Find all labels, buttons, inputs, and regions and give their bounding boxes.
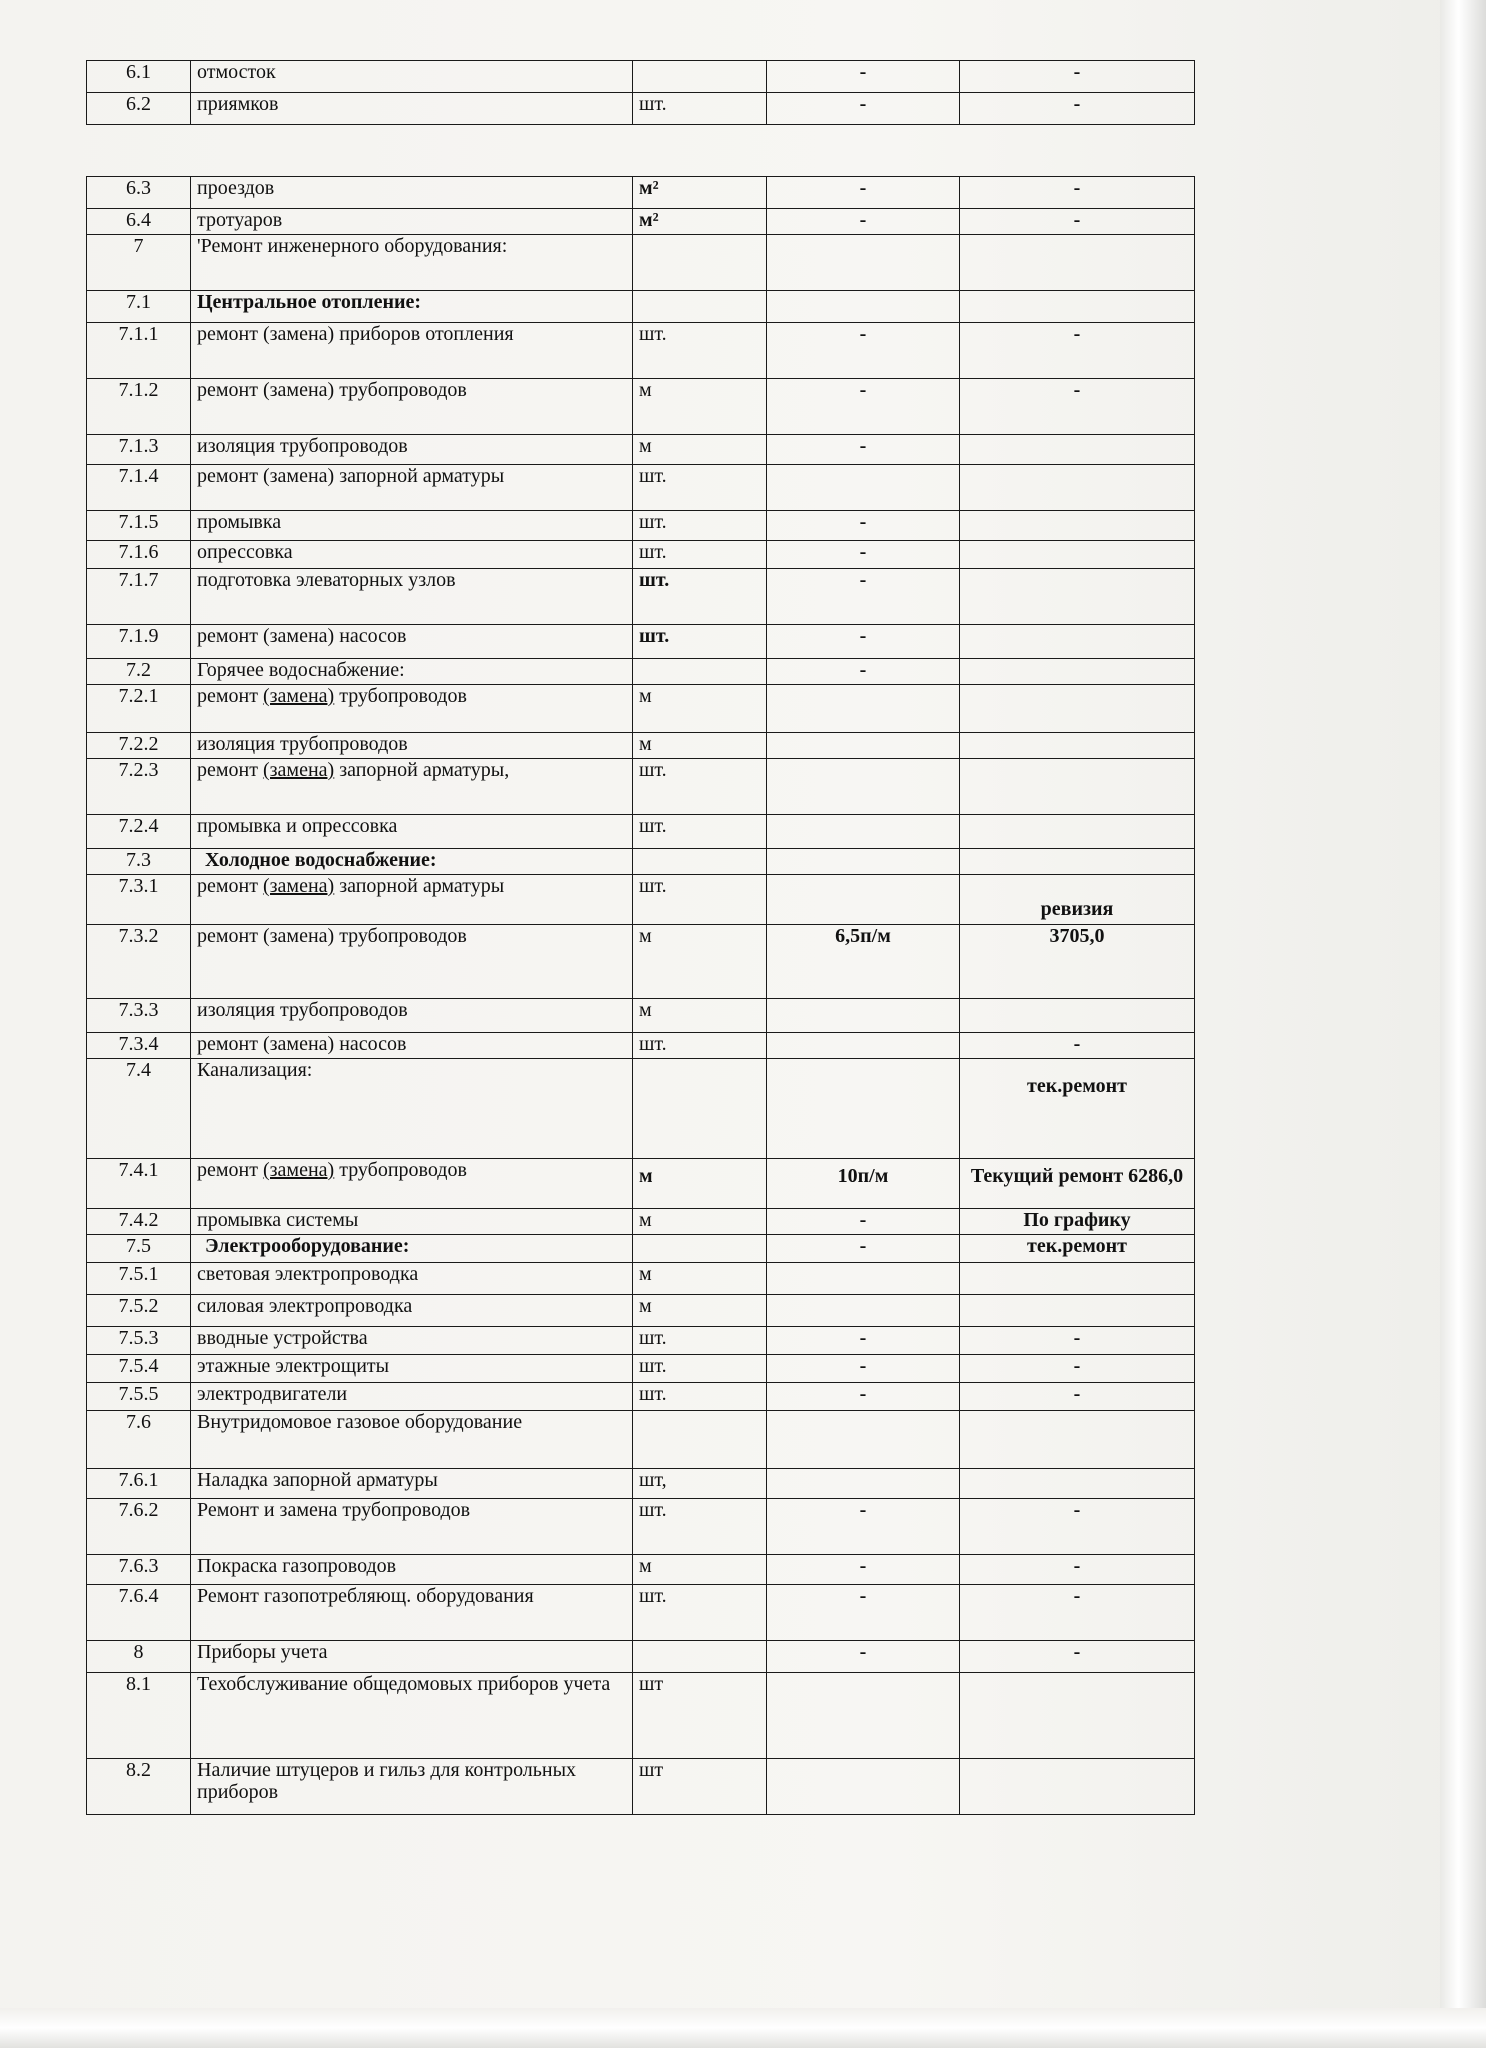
row-number: 7.5.3 — [87, 1327, 191, 1355]
table-row — [87, 323, 1195, 379]
row-value-2: - — [960, 1033, 1195, 1059]
row-name: проездов — [191, 177, 633, 209]
row-name: Центральное отопление: — [191, 291, 633, 323]
row-unit — [633, 1235, 767, 1263]
row-value-1: - — [767, 435, 960, 465]
row-value-2 — [960, 511, 1195, 541]
row-number: 6.1 — [87, 61, 191, 93]
row-value-2: - — [960, 1383, 1195, 1411]
table-row — [87, 209, 1195, 235]
row-value-2: - — [960, 1641, 1195, 1673]
row-value-2 — [960, 291, 1195, 323]
row-name: ремонт (замена) трубопроводов — [191, 925, 633, 999]
row-value-1 — [767, 1673, 960, 1759]
row-value-2 — [960, 569, 1195, 625]
table-row — [87, 465, 1195, 511]
row-unit: шт. — [633, 625, 767, 659]
row-unit — [633, 235, 767, 291]
row-unit: шт. — [633, 323, 767, 379]
row-name: Горячее водоснабжение: — [191, 659, 633, 685]
row-name: ремонт (замена) запорной арматуры — [191, 465, 633, 511]
row-name: Техобслуживание общедомовых приборов учета — [191, 1673, 633, 1759]
row-unit: шт. — [633, 1585, 767, 1641]
row-value-1: - — [767, 93, 960, 125]
row-value-1 — [767, 465, 960, 511]
row-value-2: тек.ремонт — [960, 1059, 1195, 1159]
row-name: ремонт (замена) трубопроводов — [191, 379, 633, 435]
row-number: 8.2 — [87, 1759, 191, 1815]
row-name: промывка и опрессовка — [191, 815, 633, 849]
row-number: 7.6.2 — [87, 1499, 191, 1555]
row-value-1: - — [767, 1235, 960, 1263]
table-row — [87, 177, 1195, 209]
row-unit: м — [633, 1295, 767, 1327]
row-value-1 — [767, 1059, 960, 1159]
row-value-2 — [960, 759, 1195, 815]
table-row — [87, 849, 1195, 875]
table-row — [87, 1585, 1195, 1641]
row-number: 7.1.7 — [87, 569, 191, 625]
row-unit: шт — [633, 1759, 767, 1815]
row-value-2: - — [960, 1355, 1195, 1383]
row-name: Канализация: — [191, 1059, 633, 1159]
row-value-1: - — [767, 625, 960, 659]
row-number: 6.2 — [87, 93, 191, 125]
row-number: 7.4 — [87, 1059, 191, 1159]
table-row — [87, 379, 1195, 435]
table-row — [87, 659, 1195, 685]
row-number: 7.5 — [87, 1235, 191, 1263]
row-value-2: - — [960, 1555, 1195, 1585]
repair-table-part-2 — [86, 176, 1195, 1815]
row-number: 7.3.2 — [87, 925, 191, 999]
row-value-1: - — [767, 209, 960, 235]
table-block-2 — [86, 176, 1194, 1815]
table-row — [87, 1641, 1195, 1673]
row-number: 7.3 — [87, 849, 191, 875]
row-number: 7.3.4 — [87, 1033, 191, 1059]
table-row — [87, 1411, 1195, 1469]
row-name: тротуаров — [191, 209, 633, 235]
table-row — [87, 875, 1195, 925]
row-name: приямков — [191, 93, 633, 125]
row-number: 7.6.3 — [87, 1555, 191, 1585]
row-unit — [633, 291, 767, 323]
row-value-2 — [960, 849, 1195, 875]
row-unit — [633, 1641, 767, 1673]
row-value-2 — [960, 1295, 1195, 1327]
table-row — [87, 61, 1195, 93]
row-value-1 — [767, 1033, 960, 1059]
row-value-1: 10п/м — [767, 1159, 960, 1209]
row-name: Холодное водоснабжение: — [191, 849, 633, 875]
row-unit: м — [633, 1159, 767, 1209]
row-name: опрессовка — [191, 541, 633, 569]
row-value-1: - — [767, 541, 960, 569]
row-number: 7.1.4 — [87, 465, 191, 511]
table-block-1 — [86, 60, 1194, 125]
row-name: изоляция трубопроводов — [191, 435, 633, 465]
row-value-2: тек.ремонт — [960, 1235, 1195, 1263]
row-number: 7.5.2 — [87, 1295, 191, 1327]
row-unit: м — [633, 435, 767, 465]
row-unit: шт. — [633, 1355, 767, 1383]
table-row — [87, 1383, 1195, 1411]
row-name: промывка системы — [191, 1209, 633, 1235]
row-unit — [633, 1411, 767, 1469]
row-unit: м — [633, 1209, 767, 1235]
row-name: изоляция трубопроводов — [191, 733, 633, 759]
row-value-2: 3705,0 — [960, 925, 1195, 999]
row-value-2: - — [960, 323, 1195, 379]
row-value-2: - — [960, 1499, 1195, 1555]
row-number: 7.4.2 — [87, 1209, 191, 1235]
row-value-2 — [960, 625, 1195, 659]
table-row — [87, 291, 1195, 323]
row-value-1: - — [767, 1585, 960, 1641]
row-value-1: - — [767, 1641, 960, 1673]
table-row — [87, 1555, 1195, 1585]
row-number: 8 — [87, 1641, 191, 1673]
row-value-2 — [960, 999, 1195, 1033]
table-row — [87, 925, 1195, 999]
table-row — [87, 999, 1195, 1033]
row-name: изоляция трубопроводов — [191, 999, 633, 1033]
row-value-2: - — [960, 209, 1195, 235]
row-unit: м — [633, 379, 767, 435]
row-number: 8.1 — [87, 1673, 191, 1759]
row-value-2 — [960, 733, 1195, 759]
row-value-2: - — [960, 1585, 1195, 1641]
row-unit: шт. — [633, 815, 767, 849]
table-row — [87, 541, 1195, 569]
row-unit: шт. — [633, 1383, 767, 1411]
row-number: 7.3.3 — [87, 999, 191, 1033]
row-name: Внутридомовое газовое оборудование — [191, 1411, 633, 1469]
row-name: ремонт (замена) трубопроводов — [191, 1159, 633, 1209]
row-unit — [633, 849, 767, 875]
row-value-2 — [960, 659, 1195, 685]
row-value-1 — [767, 759, 960, 815]
row-value-1: - — [767, 323, 960, 379]
row-value-1: - — [767, 379, 960, 435]
table-row — [87, 1295, 1195, 1327]
row-value-1: - — [767, 569, 960, 625]
row-value-1: - — [767, 1499, 960, 1555]
row-number: 7.2.2 — [87, 733, 191, 759]
row-number: 7 — [87, 235, 191, 291]
table-row — [87, 1759, 1195, 1815]
row-unit: м — [633, 999, 767, 1033]
row-name: Электрооборудование: — [191, 1235, 633, 1263]
row-value-2 — [960, 235, 1195, 291]
row-value-1: - — [767, 659, 960, 685]
row-unit — [633, 659, 767, 685]
row-number: 7.6.1 — [87, 1469, 191, 1499]
row-value-1 — [767, 849, 960, 875]
row-unit: м² — [633, 209, 767, 235]
row-number: 7.1.9 — [87, 625, 191, 659]
row-value-2: По графику — [960, 1209, 1195, 1235]
row-number: 7.3.1 — [87, 875, 191, 925]
row-number: 7.1 — [87, 291, 191, 323]
table-row — [87, 1159, 1195, 1209]
row-name: ремонт (замена) приборов отопления — [191, 323, 633, 379]
row-name: отмосток — [191, 61, 633, 93]
row-unit: шт. — [633, 1499, 767, 1555]
row-number: 7.1.5 — [87, 511, 191, 541]
repair-table-part-1 — [86, 60, 1195, 125]
row-unit: м — [633, 925, 767, 999]
table-row — [87, 1469, 1195, 1499]
row-value-2: ревизия — [960, 875, 1195, 925]
row-unit: м — [633, 1263, 767, 1295]
table-row — [87, 815, 1195, 849]
table-row — [87, 1327, 1195, 1355]
row-value-1 — [767, 815, 960, 849]
row-value-1 — [767, 1759, 960, 1815]
paper-edge-bottom — [0, 2008, 1486, 2048]
table-row — [87, 1499, 1195, 1555]
row-name: Покраска газопроводов — [191, 1555, 633, 1585]
row-value-1: - — [767, 1383, 960, 1411]
row-unit: м — [633, 685, 767, 733]
row-value-1 — [767, 235, 960, 291]
row-number: 7.6 — [87, 1411, 191, 1469]
row-name: Приборы учета — [191, 1641, 633, 1673]
row-unit: шт, — [633, 1469, 767, 1499]
row-value-1: - — [767, 1555, 960, 1585]
row-name: световая электропроводка — [191, 1263, 633, 1295]
row-value-1: - — [767, 61, 960, 93]
table-row — [87, 235, 1195, 291]
row-number: 7.6.4 — [87, 1585, 191, 1641]
row-unit: шт. — [633, 465, 767, 511]
row-value-2 — [960, 1469, 1195, 1499]
row-value-1: - — [767, 1355, 960, 1383]
row-unit: м² — [633, 177, 767, 209]
row-value-2 — [960, 465, 1195, 511]
row-value-1 — [767, 1295, 960, 1327]
table-row — [87, 1209, 1195, 1235]
table-row — [87, 569, 1195, 625]
row-unit: шт. — [633, 569, 767, 625]
row-name: силовая электропроводка — [191, 1295, 633, 1327]
row-number: 7.1.3 — [87, 435, 191, 465]
row-unit — [633, 61, 767, 93]
row-value-2 — [960, 815, 1195, 849]
table-row — [87, 1059, 1195, 1159]
row-unit — [633, 1059, 767, 1159]
row-number: 6.3 — [87, 177, 191, 209]
table-row — [87, 511, 1195, 541]
table-row — [87, 1673, 1195, 1759]
row-name: этажные электрощиты — [191, 1355, 633, 1383]
table-row — [87, 759, 1195, 815]
row-value-2 — [960, 1411, 1195, 1469]
paper-edge — [1440, 0, 1486, 2048]
table-row — [87, 625, 1195, 659]
row-name: Ремонт газопотребляющ. оборудования — [191, 1585, 633, 1641]
row-name: 'Ремонт инженерного оборудования: — [191, 235, 633, 291]
row-value-2 — [960, 541, 1195, 569]
row-name: ремонт (замена) трубопроводов — [191, 685, 633, 733]
row-value-1 — [767, 1411, 960, 1469]
table-row — [87, 1263, 1195, 1295]
row-value-2 — [960, 1759, 1195, 1815]
row-value-2: - — [960, 177, 1195, 209]
row-number: 7.5.4 — [87, 1355, 191, 1383]
row-name: вводные устройства — [191, 1327, 633, 1355]
row-value-1 — [767, 875, 960, 925]
row-value-1: - — [767, 1327, 960, 1355]
row-number: 7.2.3 — [87, 759, 191, 815]
row-value-1 — [767, 685, 960, 733]
row-unit: шт. — [633, 875, 767, 925]
table-row — [87, 435, 1195, 465]
row-unit: шт. — [633, 1327, 767, 1355]
row-name: ремонт (замена) насосов — [191, 625, 633, 659]
row-value-2 — [960, 1263, 1195, 1295]
row-unit: шт. — [633, 1033, 767, 1059]
row-unit: шт. — [633, 541, 767, 569]
row-unit: шт. — [633, 93, 767, 125]
row-number: 6.4 — [87, 209, 191, 235]
row-value-1: - — [767, 177, 960, 209]
row-name: промывка — [191, 511, 633, 541]
table-row — [87, 733, 1195, 759]
row-value-1: - — [767, 511, 960, 541]
row-value-2: - — [960, 1327, 1195, 1355]
row-value-2 — [960, 435, 1195, 465]
row-name: Наличие штуцеров и гильз для контрольных приборов — [191, 1759, 633, 1815]
row-value-1 — [767, 733, 960, 759]
table-row — [87, 1033, 1195, 1059]
row-number: 7.1.1 — [87, 323, 191, 379]
table-row — [87, 1355, 1195, 1383]
row-value-2 — [960, 1673, 1195, 1759]
table-row — [87, 1235, 1195, 1263]
row-name: ремонт (замена) насосов — [191, 1033, 633, 1059]
row-value-1 — [767, 1263, 960, 1295]
row-value-1 — [767, 999, 960, 1033]
row-value-1: - — [767, 1209, 960, 1235]
row-name: ремонт (замена) запорной арматуры — [191, 875, 633, 925]
row-value-2: - — [960, 61, 1195, 93]
row-value-2: - — [960, 379, 1195, 435]
row-value-1: 6,5п/м — [767, 925, 960, 999]
row-name: Наладка запорной арматуры — [191, 1469, 633, 1499]
row-number: 7.2 — [87, 659, 191, 685]
row-name: Ремонт и замена трубопроводов — [191, 1499, 633, 1555]
row-number: 7.2.4 — [87, 815, 191, 849]
row-number: 7.4.1 — [87, 1159, 191, 1209]
row-number: 7.2.1 — [87, 685, 191, 733]
row-name: подготовка элеваторных узлов — [191, 569, 633, 625]
row-number: 7.5.1 — [87, 1263, 191, 1295]
table-row — [87, 685, 1195, 733]
row-name: электродвигатели — [191, 1383, 633, 1411]
row-value-2 — [960, 685, 1195, 733]
row-value-1 — [767, 291, 960, 323]
row-value-2: Текущий ремонт 6286,0 — [960, 1159, 1195, 1209]
row-value-2: - — [960, 93, 1195, 125]
row-unit: шт. — [633, 759, 767, 815]
row-unit: м — [633, 1555, 767, 1585]
row-unit: м — [633, 733, 767, 759]
row-name: ремонт (замена) запорной арматуры, — [191, 759, 633, 815]
row-unit: шт. — [633, 511, 767, 541]
row-number: 7.5.5 — [87, 1383, 191, 1411]
table-row — [87, 93, 1195, 125]
row-value-1 — [767, 1469, 960, 1499]
row-number: 7.1.2 — [87, 379, 191, 435]
row-unit: шт — [633, 1673, 767, 1759]
row-number: 7.1.6 — [87, 541, 191, 569]
